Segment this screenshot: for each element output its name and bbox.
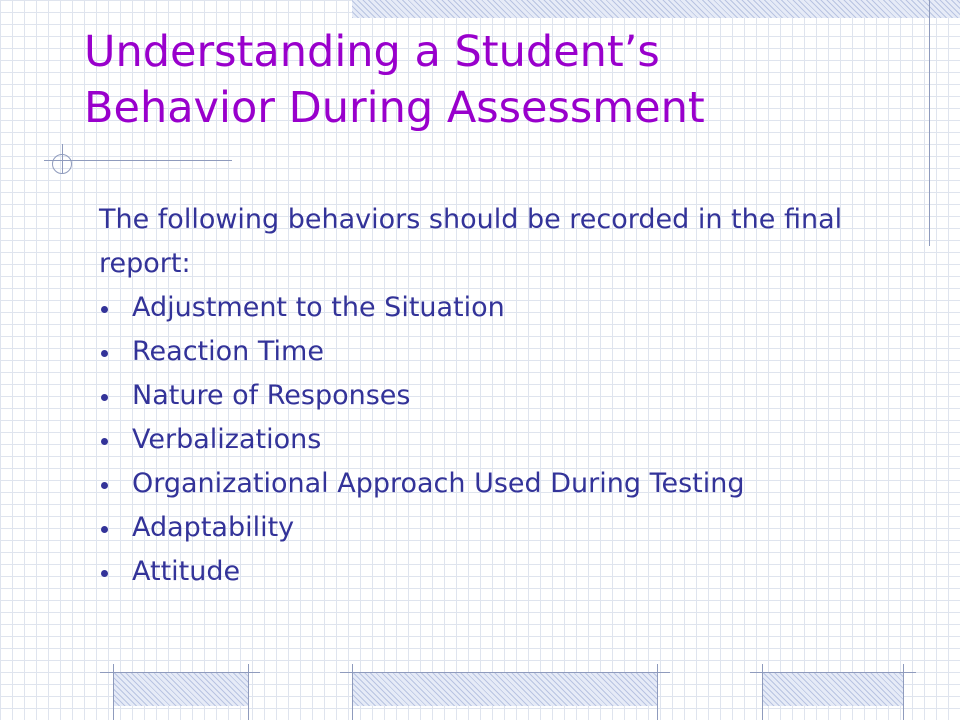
title-underline-rule	[44, 160, 232, 161]
bullet-dot-icon	[101, 306, 108, 313]
slide-title	[84, 24, 884, 136]
behavior-list	[99, 286, 889, 594]
bottom-rule	[100, 672, 260, 673]
top-right-hatched-bar	[352, 0, 960, 18]
list-item-label: Adjustment to the Situation	[132, 292, 505, 323]
bottom-hatched-box-center	[352, 672, 658, 706]
list-item-label: Nature of Responses	[132, 380, 411, 411]
bullet-dot-icon	[101, 526, 108, 533]
slide-body	[99, 198, 889, 594]
bullet-dot-icon	[101, 570, 108, 577]
list-item	[99, 418, 889, 462]
slide-title-line-1: Understanding a Student’s	[84, 27, 660, 77]
list-item-label: Organizational Approach Used During Testing	[132, 468, 745, 499]
target-circle-icon	[52, 154, 72, 174]
list-item-label: Adaptability	[132, 512, 295, 543]
intro-text: The following behaviors should be recorded in the final report:	[99, 204, 843, 279]
list-item	[99, 286, 889, 330]
list-item	[99, 374, 889, 418]
list-item-label: Attitude	[132, 556, 241, 587]
bottom-rule	[340, 672, 670, 673]
list-item	[99, 330, 889, 374]
bullet-dot-icon	[101, 394, 108, 401]
bottom-rule	[750, 672, 916, 673]
right-vertical-rule	[929, 0, 930, 246]
list-item-label: Reaction Time	[132, 336, 324, 367]
bottom-hatched-box-right	[762, 672, 904, 706]
slide-title-line-2: Behavior During Assessment	[84, 83, 705, 133]
list-item	[99, 550, 889, 594]
bullet-dot-icon	[101, 438, 108, 445]
bullet-dot-icon	[101, 350, 108, 357]
list-item	[99, 462, 889, 506]
bottom-hatched-box-left	[113, 672, 249, 706]
list-item-label: Verbalizations	[132, 424, 322, 455]
list-item	[99, 506, 889, 550]
bullet-dot-icon	[101, 482, 108, 489]
